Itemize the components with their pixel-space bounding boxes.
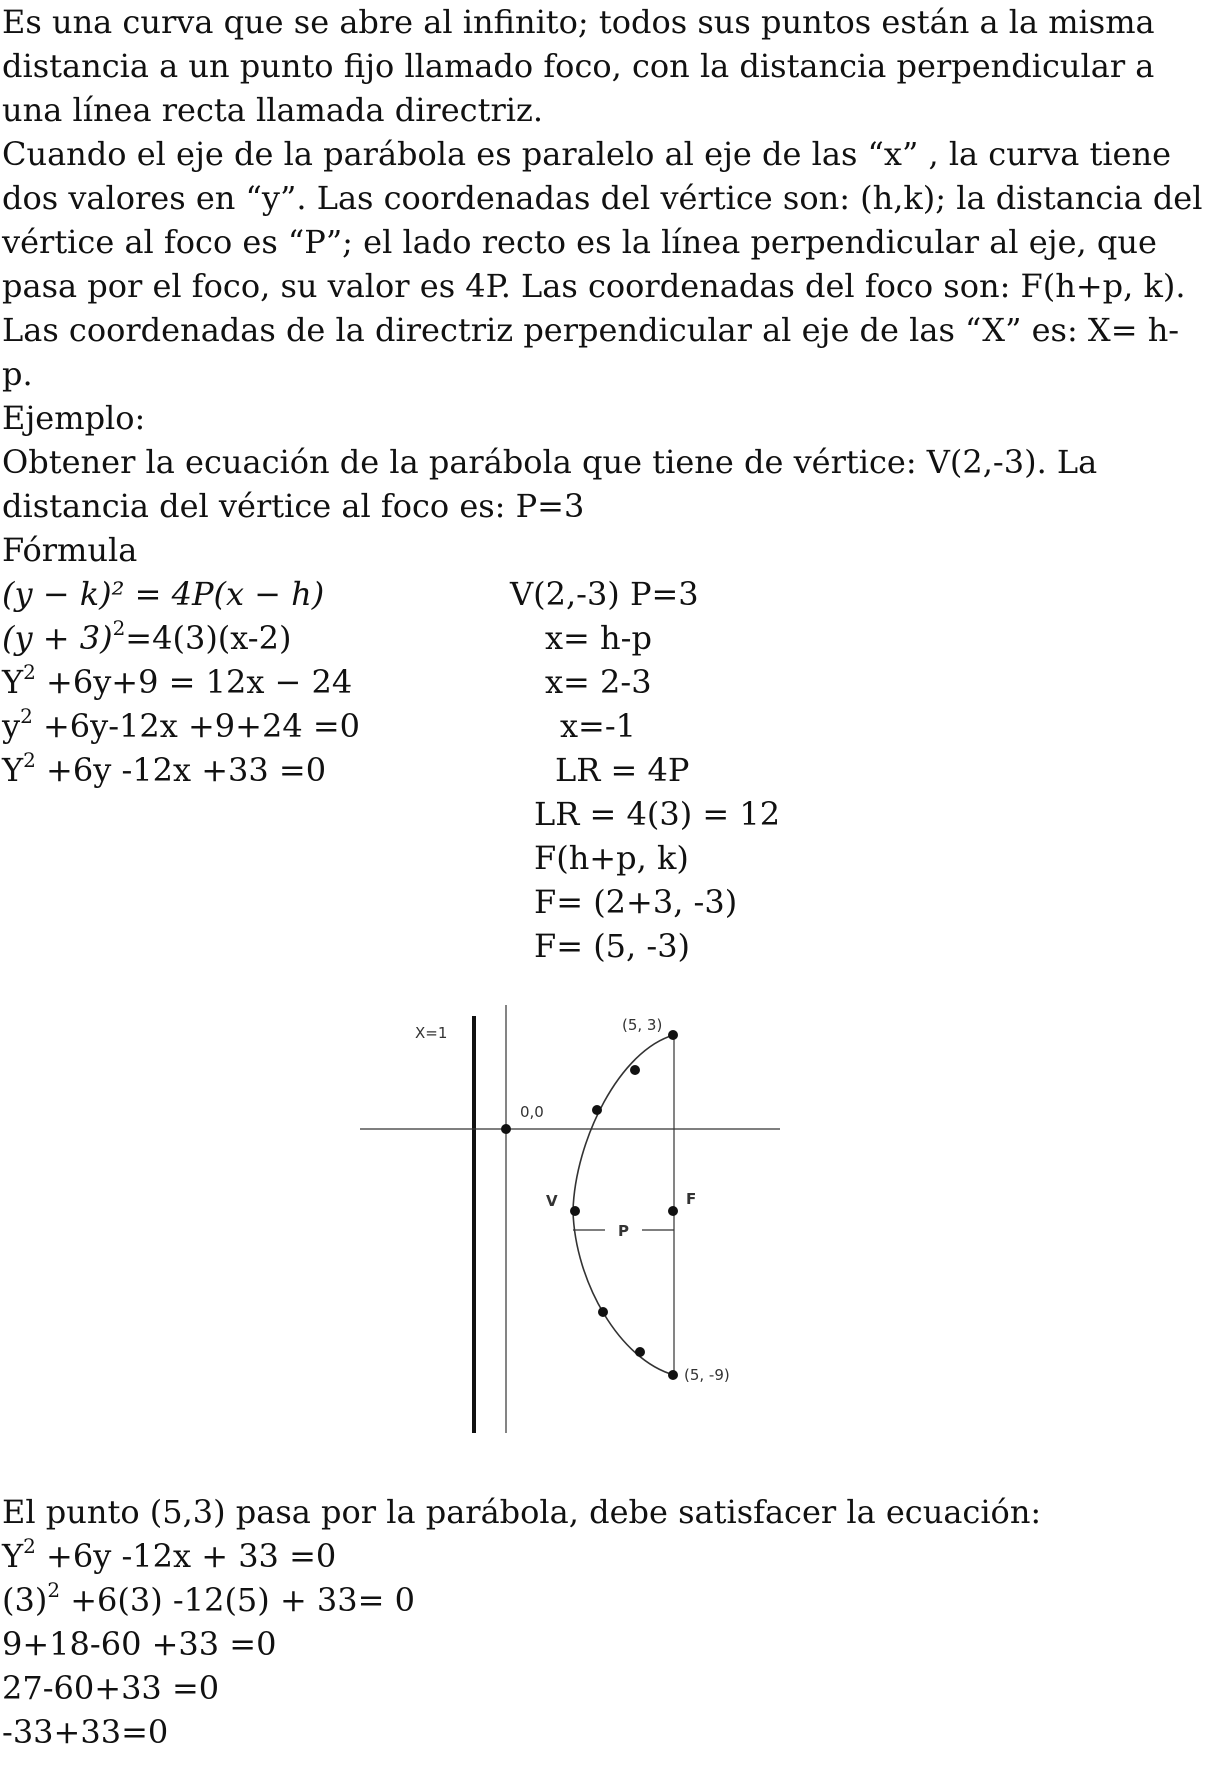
bottom-point-label: (5, -9) [684, 1366, 730, 1384]
verification-substitution: $(3)^2 +6(3) -12(5) + 33= 0$ [2, 1578, 415, 1619]
directrix-result: x=-1 [560, 707, 637, 745]
verification-step-2: 27-60+33 =0 [2, 1669, 220, 1707]
top-point [668, 1030, 678, 1040]
directrix-formula: x= h-p [545, 619, 652, 657]
bottom-point [668, 1370, 678, 1380]
curve-point-lower-1 [598, 1307, 608, 1317]
top-point-label: (5, 3) [622, 1016, 663, 1034]
focus-label: F [686, 1190, 697, 1208]
focus-result: F= (5, -3) [534, 927, 691, 965]
verification-equation: $Y^2 +6y$ -12x + 33 =0 [2, 1534, 337, 1575]
p-label: P [618, 1222, 629, 1240]
curve-point-lower-2 [635, 1347, 645, 1357]
step-expand: $Y^2 +6y+9 = 12x - 24$ [2, 660, 353, 701]
verification-intro: El punto (5,3) pasa por la parábola, debe satisfacer la ecuación: [2, 1493, 1042, 1531]
definition-paragraph: Es una curva que se abre al infinito; todos sus puntos están a la misma distancia a un punto fijo llamado foco, con la distancia perpendicular a una línea recta llamada directriz. [2, 3, 1155, 129]
step-substitution: (𝑦 + 3)$^2$=4(3)(x-2) [2, 616, 292, 657]
focus-formula: F(h+p, k) [534, 839, 689, 877]
origin-label: 0,0 [520, 1103, 544, 1121]
curve-point-upper-1 [630, 1065, 640, 1075]
origin-point [501, 1124, 511, 1134]
properties-paragraph: Cuando el eje de la parábola es paralelo al eje de las “x” , la curva tiene dos valores en “y”. Las coordenadas del vértice son: (h,k); la distancia del vértice al foco es “P”; el lado recto es la línea perpendicular al eje, que pasa por el foco, su valor es 4P. Las coordenadas del foco son: F(h+p, k). Las coordenadas de la directriz perpendicular al eje de las “X” es: X= h-p. [2, 135, 1203, 393]
example-heading: Ejemplo: [2, 399, 146, 437]
latus-rectum-formula: LR = 4P [555, 751, 690, 789]
example-statement: Obtener la ecuación de la parábola que tiene de vértice: V(2,-3). La distancia del vértice al foco es: P=3 [2, 443, 1098, 525]
given-values: V(2,-3) P=3 [510, 575, 699, 613]
step-final-equation: $Y^2 +6y$ -12x +33 =0 [2, 748, 327, 789]
general-formula [2, 572, 324, 616]
curve-point-upper-2 [592, 1105, 602, 1115]
focus-substitution: F= (2+3, -3) [534, 883, 738, 921]
focus-point [668, 1206, 678, 1216]
directrix-substitution: x= 2-3 [545, 663, 652, 701]
vertex-label: V [546, 1192, 558, 1210]
step-rearrange: $y^2 +6y-12x +9+24 =0$ [2, 704, 361, 745]
directrix-label: X=1 [415, 1024, 448, 1042]
parabola-curve-smooth [573, 1035, 674, 1375]
latus-rectum-result: LR = 4(3) = 12 [534, 795, 781, 833]
vertex-point [570, 1206, 580, 1216]
parabola-diagram [0, 990, 1211, 1450]
verification-result: -33+33=0 [2, 1713, 169, 1751]
general-formula-text: (𝑦 − 𝑘)² = 4𝑃(𝑥 − ℎ) [2, 575, 325, 613]
formula-heading: Fórmula [2, 531, 138, 569]
verification-step-1: 9+18-60 +33 =0 [2, 1625, 277, 1663]
